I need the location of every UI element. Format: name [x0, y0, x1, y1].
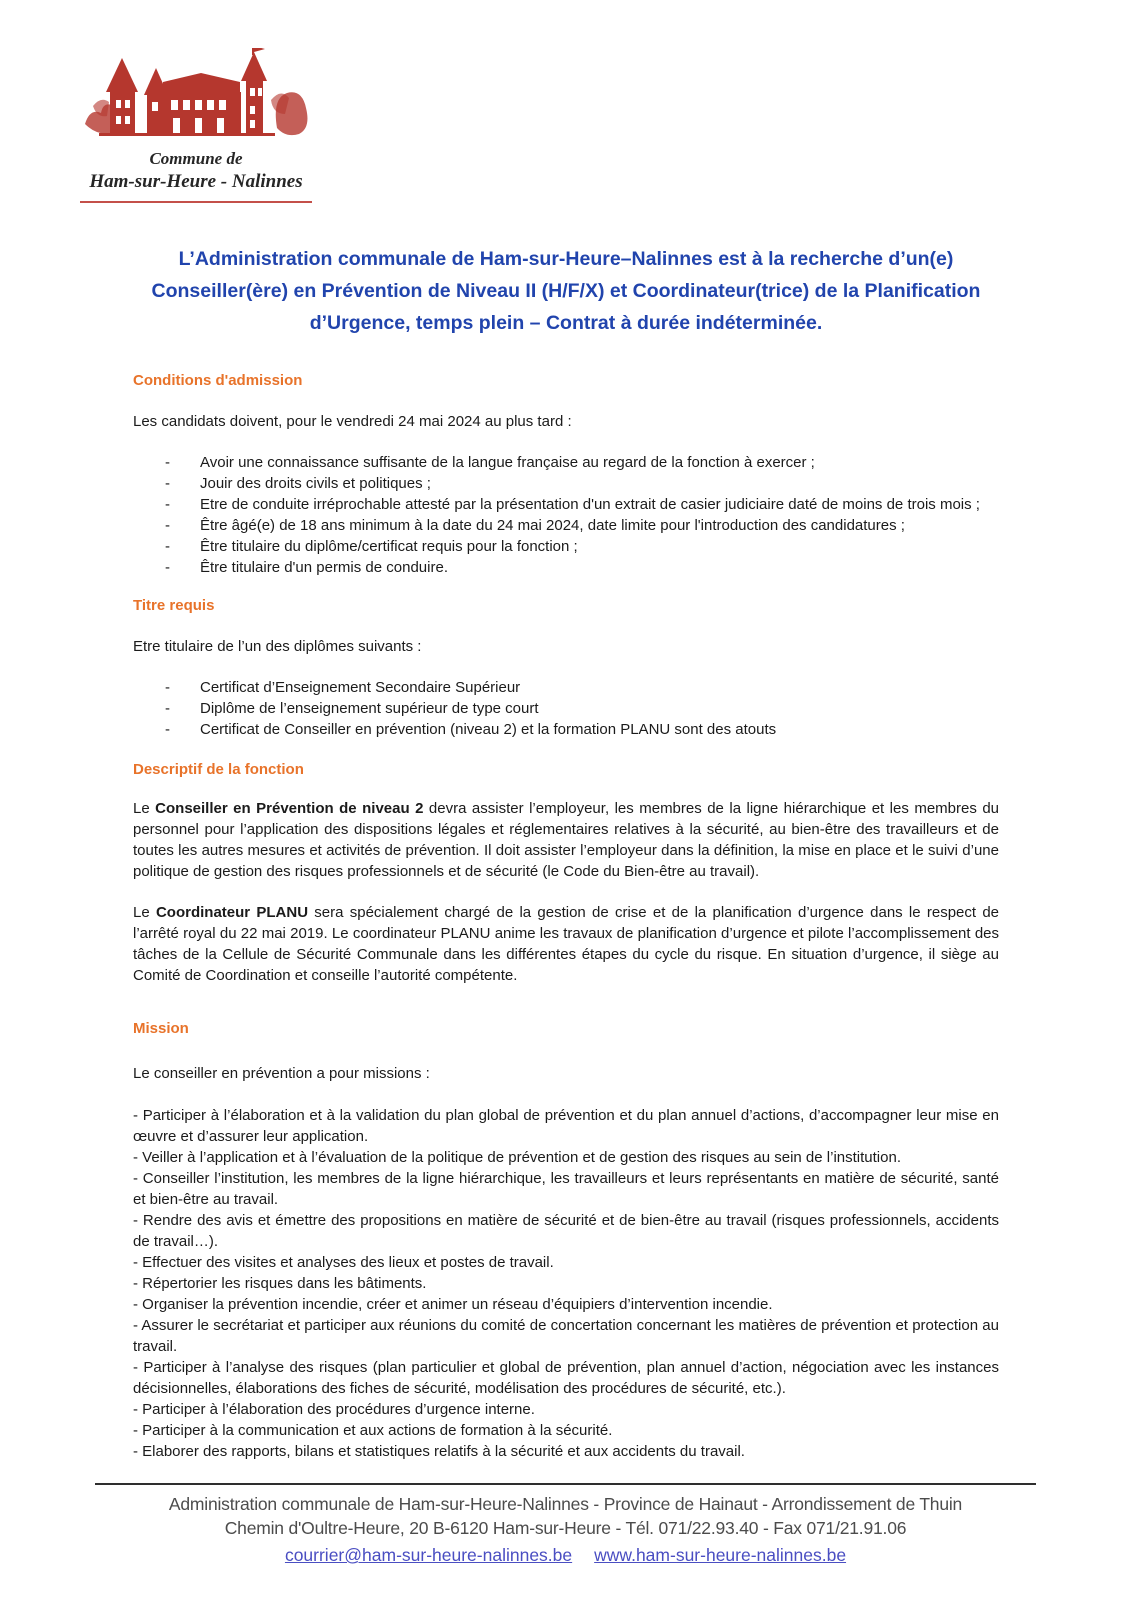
list-item: - Jouir des droits civils et politiques ;	[133, 473, 999, 494]
mission-item: - Assurer le secrétariat et participer aux réunions du comité de concertation concernant les matières de prévention et protection au travail.	[133, 1317, 999, 1355]
paragraph-lead: Le	[133, 800, 156, 817]
conditions-list	[133, 452, 999, 578]
mission-item: - Veiller à l’application et à l’évaluation de la politique de prévention et de gestion des risques au sein de l’institution.	[133, 1149, 901, 1166]
website-link[interactable]: www.ham-sur-heure-nalinnes.be	[594, 1545, 847, 1565]
municipality-logo	[76, 48, 316, 203]
list-item: - Être âgé(e) de 18 ans minimum à la date du 24 mai 2024, date limite pour l'introduction des candidatures ;	[133, 515, 999, 536]
titre-intro: Etre titulaire de l’un des diplômes suivants :	[133, 638, 422, 655]
logo-org-line2: Ham-sur-Heure - Nalinnes	[89, 171, 303, 192]
email-link[interactable]: courrier@ham-sur-heure-nalinnes.be	[284, 1545, 573, 1565]
descriptif-paragraph-1	[133, 798, 999, 882]
list-item: - Certificat d’Enseignement Secondaire Supérieur	[133, 677, 999, 698]
mission-item: - Participer à l’analyse des risques (plan particulier et global de prévention, plan annuel d’action, négociation avec les instances décisionnelles, élaborations des fiches de sécurité, modélisation des procédures de sécurité, etc.).	[133, 1359, 999, 1397]
section-heading-descriptif: Descriptif de la fonction	[133, 761, 304, 778]
list-item: - Être titulaire du diplôme/certificat requis pour la fonction ;	[133, 536, 999, 557]
document-body	[133, 243, 999, 1462]
logo-underline	[80, 201, 312, 203]
section-heading-titre-requis: Titre requis	[133, 597, 215, 614]
job-posting-title: L’Administration communale de Ham-sur-Heure–Nalinnes est à la recherche d’un(e) Conseiller(ère) en Prévention de Niveau II (H/F/X) et Coordinateur(trice) de la Planification d’Urgence, temps plein – Contrat à durée indéterminée.	[151, 248, 981, 334]
footer-divider	[95, 1483, 1036, 1485]
mission-item: - Participer à l’élaboration des procédures d’urgence interne.	[133, 1401, 535, 1418]
list-item: - Être titulaire d'un permis de conduire.	[133, 557, 999, 578]
conditions-intro: Les candidats doivent, pour le vendredi 24 mai 2024 au plus tard :	[133, 413, 572, 430]
list-item: - Avoir une connaissance suffisante de la langue française au regard de la fonction à exercer ;	[133, 452, 999, 473]
logo-org-line1: Commune de	[149, 149, 243, 168]
mission-item: - Organiser la prévention incendie, créer et animer un réseau d’équipiers d’intervention incendie.	[133, 1296, 773, 1313]
mission-item: - Rendre des avis et émettre des propositions en matière de sécurité et de bien-être au travail (risques professionnels, accidents de travail…).	[133, 1212, 999, 1250]
mission-item: - Participer à l’élaboration et à la validation du plan global de prévention et du plan annuel d’actions, d’accompagner leur mise en œuvre et d’assurer leur application.	[133, 1107, 999, 1145]
mission-item: - Conseiller l’institution, les membres de la ligne hiérarchique, les travailleurs et leurs représentants en matière de sécurité, santé et bien-être au travail.	[133, 1170, 999, 1208]
list-item: - Etre de conduite irréprochable attesté par la présentation d'un extrait de casier judiciaire daté de moins de trois mois ;	[133, 494, 999, 515]
list-item: - Diplôme de l’enseignement supérieur de type court	[133, 698, 999, 719]
mission-item: - Elaborer des rapports, bilans et statistiques relatifs à la sécurité et aux accidents du travail.	[133, 1443, 745, 1460]
mission-intro: Le conseiller en prévention a pour missions :	[133, 1065, 430, 1082]
descriptif-paragraph-2	[133, 902, 999, 986]
footer-address-line1: Administration communale de Ham-sur-Heure-Nalinnes - Province de Hainaut - Arrondissement de Thuin	[168, 1494, 963, 1514]
paragraph-lead: Le	[133, 904, 156, 921]
paragraph-text: sera spécialement chargé de la gestion de crise et de la planification d’urgence dans le respect de l’arrêté royal du 22 mai 2019. Le coordinateur PLANU anime les travaux de planification d’urgence et pilote l’accomplissement des tâches de la Cellule de Sécurité Communale dans les différentes étapes du cycle du risque. En situation d’urgence, il siège au Comité de Coordination et conseille l’autorité compétente.	[133, 904, 999, 984]
role-name-conseiller: Conseiller en Prévention de niveau 2	[155, 800, 424, 817]
mission-list	[133, 1105, 999, 1462]
section-heading-mission: Mission	[133, 1020, 189, 1037]
footer-address-line2: Chemin d'Oultre-Heure, 20 B-6120 Ham-sur-Heure - Tél. 071/22.93.40 - Fax 071/21.91.06	[224, 1518, 907, 1538]
mission-item: - Effectuer des visites et analyses des lieux et postes de travail.	[133, 1254, 554, 1271]
page-footer	[0, 1483, 1131, 1567]
mission-item: - Répertorier les risques dans les bâtiments.	[133, 1275, 427, 1292]
mission-item: - Participer à la communication et aux actions de formation à la sécurité.	[133, 1422, 613, 1439]
footer-links	[0, 1543, 1131, 1567]
castle-logo-icon	[83, 48, 309, 148]
section-heading-conditions: Conditions d'admission	[133, 372, 303, 389]
list-item: - Certificat de Conseiller en prévention (niveau 2) et la formation PLANU sont des atouts	[133, 719, 999, 740]
titre-list	[133, 677, 999, 740]
role-name-planu: Coordinateur PLANU	[155, 904, 309, 921]
paragraph-text: devra assister l’employeur, les membres de la ligne hiérarchique et les membres du personnel pour l’application des dispositions légales et réglementaires relatives à la sécurité, au bien-être des travailleurs et de toutes les autres mesures et activités de prévention. Il doit assister l’employeur dans la définition, la mise en place et le suivi d’une politique de gestion des risques professionnels et de sécurité (le Code du Bien-être au travail).	[133, 800, 999, 880]
